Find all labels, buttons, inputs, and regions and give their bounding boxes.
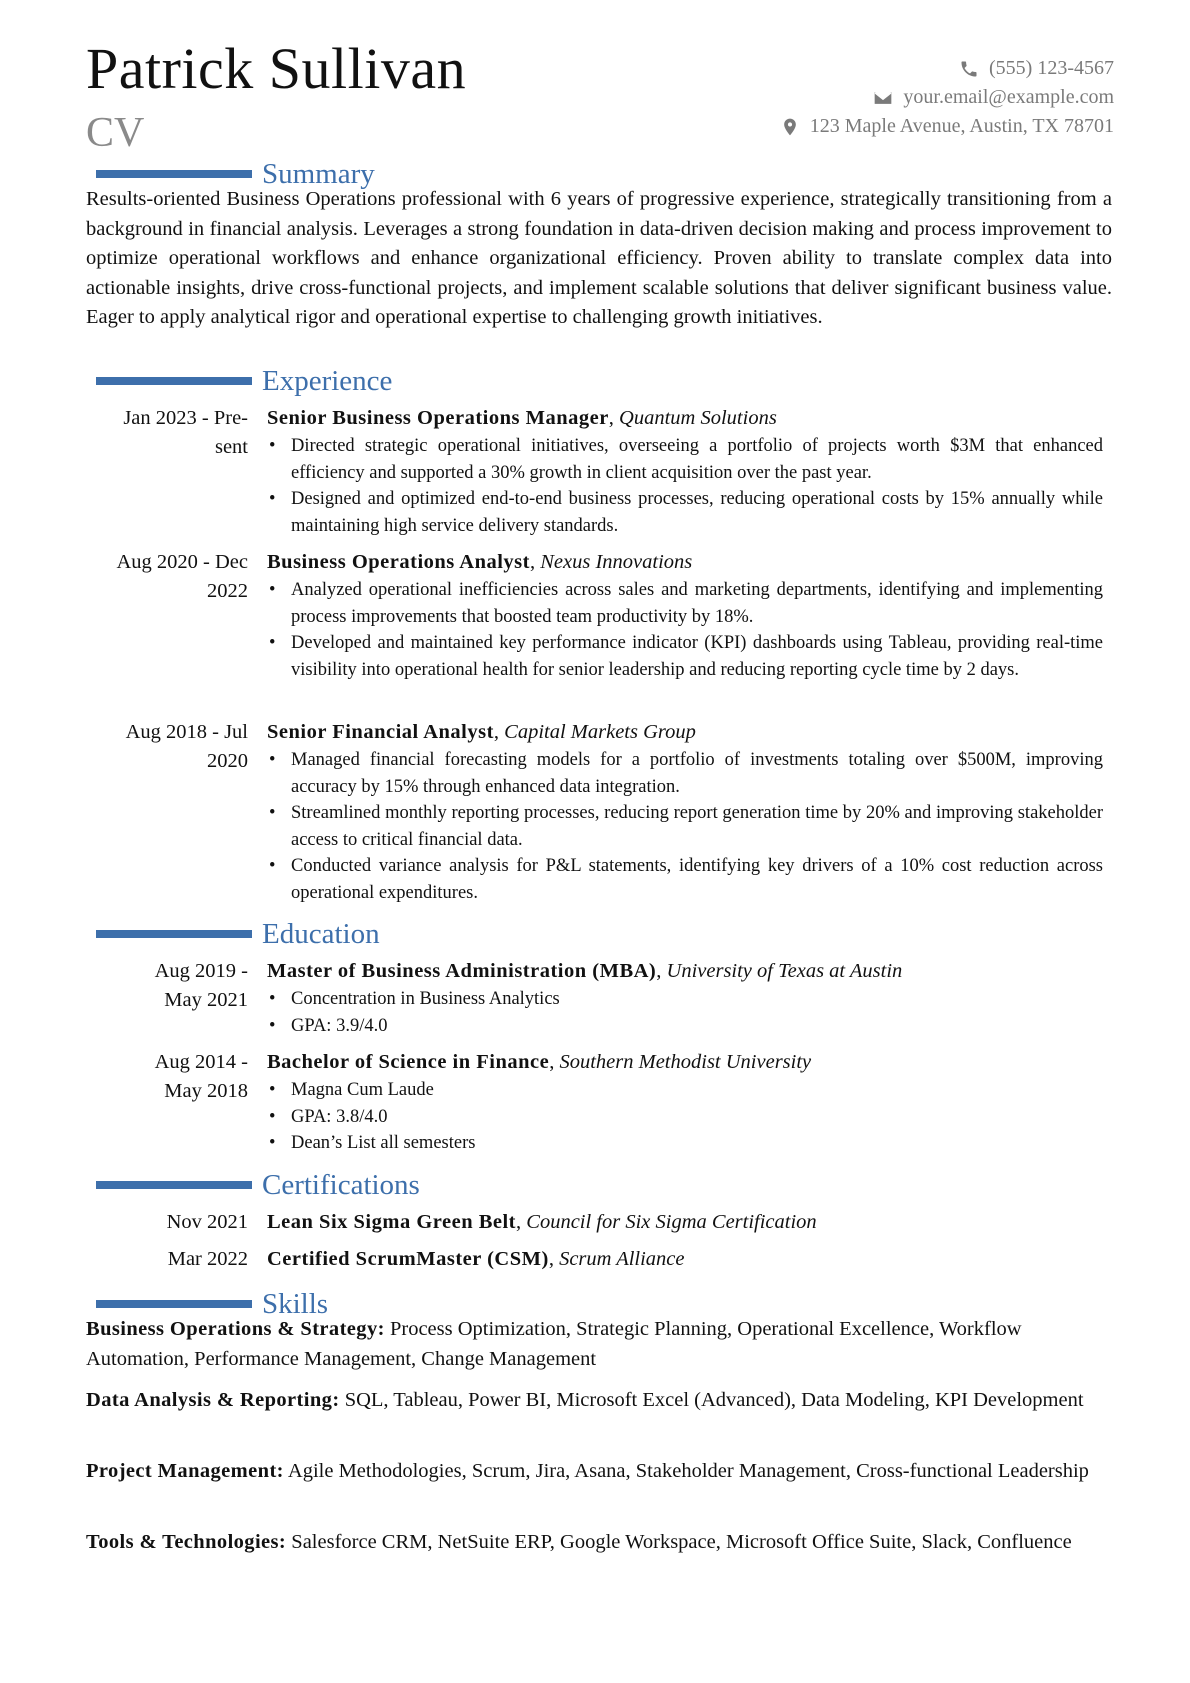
- bullet-list: [267, 747, 1103, 906]
- entry-title: Bachelor of Science in Finance, Southern Methodist University: [267, 1051, 812, 1073]
- entry-title: Master of Business Administration (MBA), University of Texas at Austin: [267, 960, 903, 982]
- bullet-list: [267, 577, 1103, 683]
- entry-body: [267, 404, 1103, 539]
- date-line: Jan 2023 - Pre-: [123, 407, 248, 429]
- date-line: Aug 2014 -: [154, 1051, 248, 1073]
- section-bar: [96, 170, 252, 178]
- section-title: Experience: [262, 364, 393, 397]
- entry-body: [267, 1048, 1103, 1157]
- entry-body: [267, 718, 1103, 906]
- entry-body: [267, 1208, 1103, 1237]
- skill-items: Agile Methodologies, Scrum, Jira, Asana, Stakeholder Management, Cross-functional Leadership: [287, 1460, 1089, 1482]
- contact-email: [780, 83, 1114, 112]
- section-heading-experience: [96, 364, 392, 398]
- list-item: • Developed and maintained key performance indicator (KPI) dashboards using Tableau, providing real-time visibility into operational health for senior leadership and reducing reporting cycle time by 2 days.: [267, 630, 1103, 683]
- entry-org: Southern Methodist University: [559, 1051, 812, 1073]
- list-item: • Conducted variance analysis for P&L statements, identifying key drivers of a 10% cost reduction across operational expenditures.: [267, 853, 1103, 906]
- section-heading-education: [96, 917, 380, 951]
- list-item: • Directed strategic operational initiatives, overseeing a portfolio of projects worth $3M that enhanced efficiency and supported a 30% growth in client acquisition over the past year.: [267, 433, 1103, 486]
- list-item: • Streamlined monthly reporting processes, reducing report generation time by 20% and improving stakeholder access to critical financial data.: [267, 800, 1103, 853]
- entry-org: Quantum Solutions: [619, 407, 777, 429]
- skill-category: Data Analysis & Reporting:: [86, 1389, 340, 1411]
- entry-date: Mar 2022: [167, 1248, 248, 1270]
- entry-role: Certified ScrumMaster (CSM): [267, 1248, 549, 1270]
- address-text: 123 Maple Avenue, Austin, TX 78701: [809, 115, 1114, 137]
- list-item: • Dean’s List all semesters: [267, 1130, 1103, 1157]
- entry-title: Senior Business Operations Manager, Quantum Solutions: [267, 407, 777, 429]
- skill-group: [86, 1386, 1112, 1416]
- entry-date: [86, 1048, 248, 1106]
- entry-date: [86, 957, 248, 1015]
- date-line: 2020: [207, 750, 248, 772]
- entry-role: Business Operations Analyst: [267, 551, 530, 573]
- list-item: • Analyzed operational inefficiencies across sales and marketing departments, identifying and implementing process improvements that boosted team productivity by 18%.: [267, 577, 1103, 630]
- date-line: May 2021: [164, 989, 248, 1011]
- date-line: Aug 2018 - Jul: [125, 721, 248, 743]
- entry-org: Capital Markets Group: [504, 721, 696, 743]
- entry-title: Business Operations Analyst, Nexus Innovations: [267, 551, 693, 573]
- bullet-list: [267, 433, 1103, 539]
- section-bar: [96, 1181, 252, 1189]
- list-item: • GPA: 3.9/4.0: [267, 1013, 1103, 1040]
- date-line: May 2018: [164, 1080, 248, 1102]
- phone-icon: [959, 59, 979, 79]
- entry-title: Certified ScrumMaster (CSM), Scrum Alliance: [267, 1248, 685, 1270]
- section-heading-certifications: [96, 1168, 420, 1202]
- email-text[interactable]: your.email@example.com: [903, 86, 1114, 108]
- list-item: • Managed financial forecasting models for a portfolio of investments totaling over $500M, improving accuracy by 15% through enhanced data integration.: [267, 747, 1103, 800]
- entry-role: Senior Business Operations Manager: [267, 407, 609, 429]
- entry-date: [86, 404, 248, 462]
- skill-category: Project Management:: [86, 1460, 284, 1482]
- skill-group: [86, 1315, 1112, 1374]
- list-item: • Designed and optimized end-to-end business processes, reducing operational costs by 15% annually while maintaining high service delivery standards.: [267, 486, 1103, 539]
- entry-title: Senior Financial Analyst, Capital Markets Group: [267, 721, 696, 743]
- entry-date: Nov 2021: [166, 1211, 248, 1233]
- entry-role: Lean Six Sigma Green Belt: [267, 1211, 517, 1233]
- entry-org: Nexus Innovations: [540, 551, 693, 573]
- summary-text: Results-oriented Business Operations professional with 6 years of progressive experience, strategically transitioning from a background in financial analysis. Leverages a strong foundation in data-driven decision making and process improvement to optimize operational workflows and enhance organizational efficiency. Proven ability to translate complex data into actionable insights, drive cross-functional projects, and implement scalable solutions that deliver significant business value. Eager to apply analytical rigor and operational expertise to challenging growth initiatives.: [86, 188, 1112, 328]
- contact-phone: [780, 54, 1114, 83]
- bullet-list: [267, 1077, 1103, 1157]
- section-title: Summary: [262, 157, 375, 190]
- skill-group: [86, 1457, 1112, 1487]
- section-bar: [96, 1300, 252, 1308]
- section-title: Education: [262, 917, 380, 950]
- date-line: sent: [214, 436, 248, 458]
- date-line: Aug 2019 -: [154, 960, 248, 982]
- list-item: • GPA: 3.8/4.0: [267, 1104, 1103, 1131]
- list-item: • Magna Cum Laude: [267, 1077, 1103, 1104]
- phone-text: (555) 123-4567: [989, 57, 1114, 79]
- document-subtitle: CV: [86, 110, 145, 156]
- list-item: • Concentration in Business Analytics: [267, 986, 1103, 1013]
- entry-body: [267, 1245, 1103, 1274]
- bullet-list: [267, 986, 1103, 1039]
- section-bar: [96, 377, 252, 385]
- entry-role: Senior Financial Analyst: [267, 721, 494, 743]
- contact-address: [780, 112, 1114, 141]
- entry-org: Council for Six Sigma Certification: [526, 1211, 817, 1233]
- section-title: Certifications: [262, 1168, 420, 1201]
- skill-category: Tools & Technologies:: [86, 1531, 287, 1553]
- section-bar: [96, 930, 252, 938]
- entry-role: Master of Business Administration (MBA): [267, 960, 657, 982]
- entry-role: Bachelor of Science in Finance: [267, 1051, 550, 1073]
- entry-date: [86, 718, 248, 776]
- contact-block: [780, 54, 1114, 141]
- skill-items: SQL, Tableau, Power BI, Microsoft Excel (Advanced), Data Modeling, KPI Development: [344, 1389, 1084, 1411]
- envelope-icon: [873, 88, 893, 108]
- skill-items: Salesforce CRM, NetSuite ERP, Google Workspace, Microsoft Office Suite, Slack, Confluence: [291, 1531, 1072, 1553]
- person-name: Patrick Sullivan: [86, 36, 467, 101]
- section-title: Skills: [262, 1287, 329, 1320]
- entry-title: Lean Six Sigma Green Belt, Council for Six Sigma Certification: [267, 1211, 817, 1233]
- skill-items: Process Optimization, Strategic Planning, Operational Excellence, Workflow Automation, Performance Management, Change Management: [86, 1318, 1022, 1370]
- entry-body: [267, 548, 1103, 683]
- date-line: 2022: [207, 580, 248, 602]
- entry-body: [267, 957, 1103, 1039]
- date-line: Aug 2020 - Dec: [116, 551, 248, 573]
- skill-category: Business Operations & Strategy:: [86, 1318, 385, 1340]
- entry-org: University of Texas at Austin: [666, 960, 903, 982]
- entry-org: Scrum Alliance: [559, 1248, 685, 1270]
- entry-date: [86, 548, 248, 606]
- map-pin-icon: [780, 117, 800, 137]
- skill-group: [86, 1528, 1112, 1558]
